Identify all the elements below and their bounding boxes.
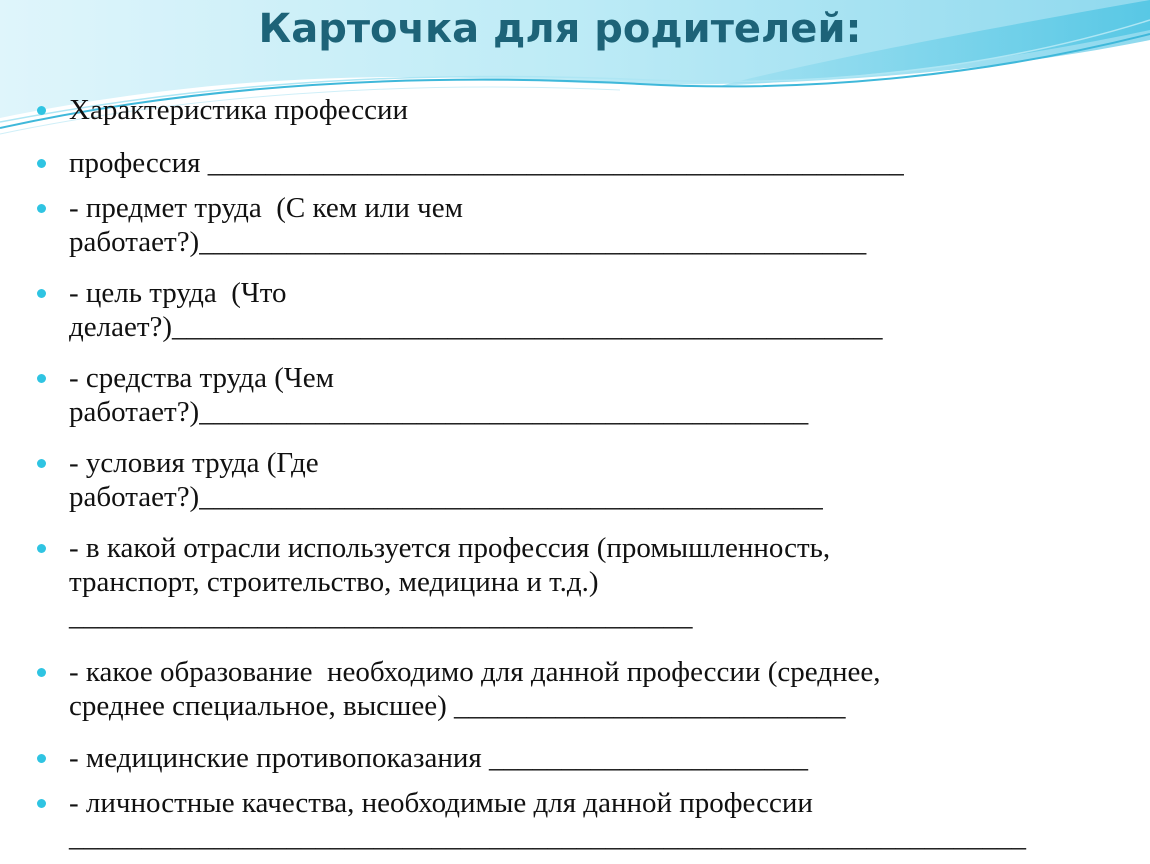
page-title: Карточка для родителей: [258,6,862,52]
list-item-line: ___________________________________________ [69,600,693,632]
list-item-line: __________________________________________________________________ [69,821,1026,853]
list-item-line: профессия ________________________________________________ [69,147,904,179]
list-item-line: - предмет труда (С кем или чем [69,192,463,224]
list-item-line: работает?)___________________________________________ [69,481,823,513]
bullet-dot-icon [37,289,46,298]
list-item-line: Характеристика профессии [69,94,408,126]
list-item-line: транспорт, строительство, медицина и т.д.) [69,566,599,598]
bullet-dot-icon [37,668,46,677]
bullet-dot-icon [37,754,46,763]
bullet-dot-icon [37,544,46,553]
list-item-line: среднее специальное, высшее) ___________________________ [69,690,846,722]
list-item-line: - медицинские противопоказания ______________________ [69,742,809,774]
list-item-line: - личностные качества, необходимые для данной профессии [69,787,813,819]
list-item-line: делает?)_________________________________________________ [69,311,883,343]
list-item-line: - условия труда (Где [69,447,319,479]
list-item-line: работает?)__________________________________________ [69,396,809,428]
list-item-line: - цель труда (Что [69,277,287,309]
bullet-dot-icon [37,106,46,115]
bullet-dot-icon [37,374,46,383]
list-item-line: - средства труда (Чем [69,362,334,394]
list-item-line: работает?)______________________________________________ [69,226,867,258]
list-item-line: - какое образование необходимо для данной профессии (среднее, [69,656,881,688]
bullet-dot-icon [37,799,46,808]
list-item-line: - в какой отрасли используется профессия (промышленность, [69,532,831,564]
bullet-dot-icon [37,159,46,168]
bullet-dot-icon [37,459,46,468]
bullet-dot-icon [37,204,46,213]
